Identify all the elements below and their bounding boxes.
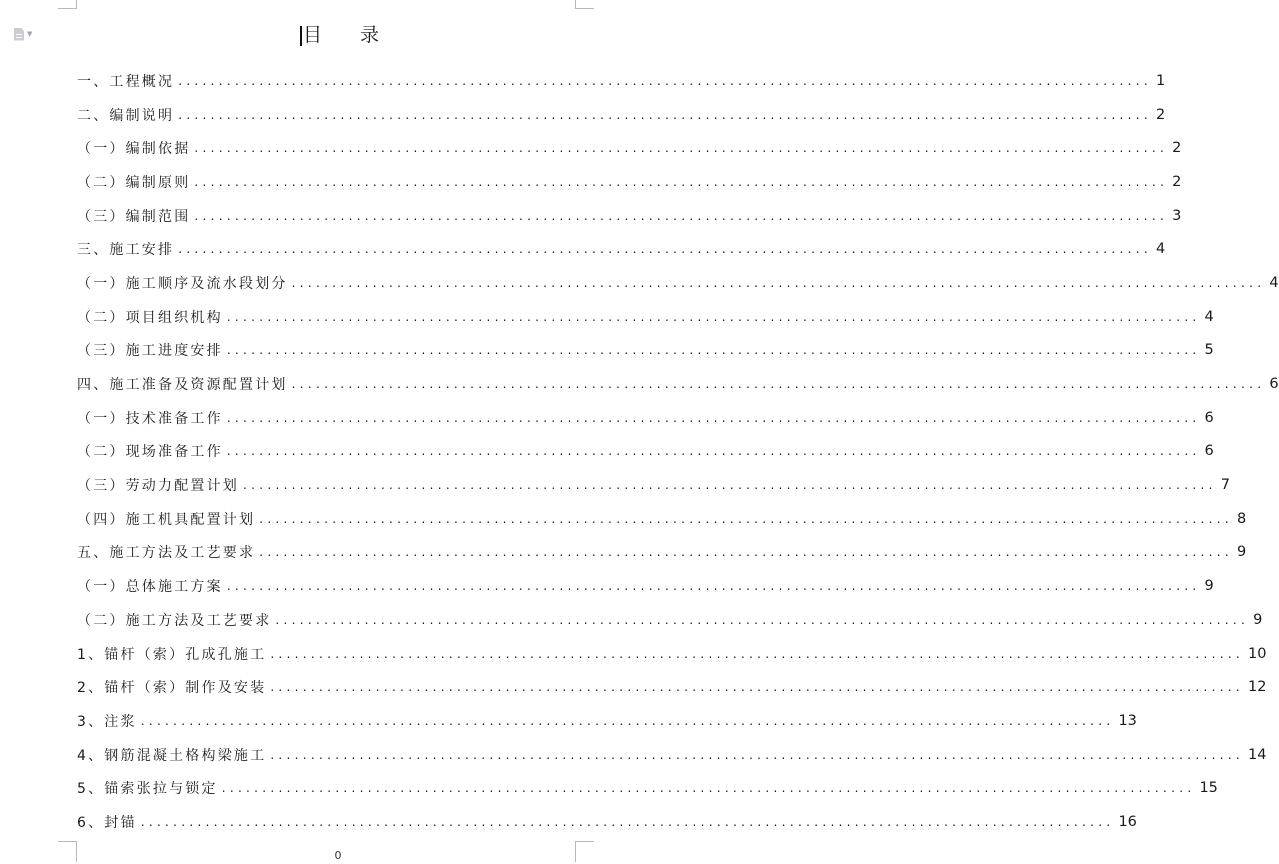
toc-entry[interactable] (77, 435, 1214, 469)
toc-entry-page: 2 (1172, 140, 1182, 157)
toc-entry-label: （一）总体施工方案 (77, 579, 223, 596)
toc-entry[interactable] (77, 401, 1214, 435)
toc-entry[interactable] (77, 569, 1214, 603)
toc-entry-page: 14 (1248, 746, 1267, 763)
toc-entry-page: 13 (1118, 712, 1137, 729)
toc-entry-page: 15 (1199, 780, 1218, 797)
toc-entry-label: （二）项目组织机构 (77, 309, 223, 326)
toc-entry[interactable] (77, 334, 1214, 368)
toc-entry-page: 8 (1236, 510, 1247, 527)
toc-entry[interactable] (77, 603, 1263, 637)
table-of-contents (77, 64, 1279, 839)
page-number: 0 (334, 849, 342, 862)
toc-entry[interactable] (77, 232, 1166, 266)
toc-entry-page: 4 (1269, 274, 1279, 291)
toc-entry[interactable] (77, 266, 1279, 300)
toc-entry-page: 5 (1204, 342, 1214, 359)
toc-dot-leader: ........................................................................................................................ (221, 781, 1196, 796)
toc-entry[interactable] (77, 64, 1166, 98)
toc-entry[interactable] (77, 165, 1182, 199)
toc-entry-label: 3、注浆 (77, 713, 137, 730)
toc-entry-label: （三）编制范围 (77, 208, 191, 225)
toc-entry-page: 6 (1269, 376, 1279, 393)
toc-entry-label: 四、施工准备及资源配置计划 (77, 377, 288, 394)
toc-dot-leader: ........................................................................................................................ (140, 814, 1115, 829)
toc-entry-label: （四）施工机具配置计划 (77, 511, 256, 528)
toc-entry-label: 1、锚杆（索）孔成孔施工 (77, 646, 267, 663)
toc-entry[interactable] (77, 131, 1182, 165)
toc-entry-page: 7 (1220, 477, 1230, 494)
toc-dot-leader: ........................................................................................................................ (178, 107, 1152, 122)
toc-dot-leader: ........................................................................................................................ (259, 545, 1233, 560)
toc-entry-page: 4 (1204, 308, 1214, 325)
toc-entry-label: （二）编制原则 (77, 174, 191, 191)
toc-entry-page: 9 (1236, 544, 1247, 561)
toc-entry-label: （三）劳动力配置计划 (77, 478, 239, 495)
toc-entry-label: （二）现场准备工作 (77, 444, 223, 461)
toc-dot-leader: ........................................................................................................................ (270, 646, 1245, 661)
toc-entry-label: 三、施工安排 (77, 242, 175, 259)
toc-entry-page: 2 (1155, 106, 1166, 123)
toc-entry-page: 9 (1253, 611, 1263, 628)
toc-dot-leader: ........................................................................................................................ (226, 579, 1201, 594)
toc-dot-leader: ........................................................................................................................ (140, 713, 1115, 728)
toc-entry[interactable] (77, 199, 1182, 233)
toc-entry-page: 6 (1204, 443, 1214, 460)
toc-dot-leader: ........................................................................................................................ (270, 680, 1245, 695)
toc-dot-leader: ........................................................................................................................ (275, 612, 1250, 627)
toc-entry-label: 二、编制说明 (77, 107, 175, 124)
toc-entry-label: 6、封锚 (77, 814, 137, 831)
toc-entry[interactable] (77, 738, 1267, 772)
toc-entry-page: 6 (1204, 409, 1214, 426)
toc-entry-page: 12 (1248, 679, 1267, 696)
toc-dot-leader: ........................................................................................................................ (226, 343, 1201, 358)
toc-dot-leader: ........................................................................................................................ (194, 208, 1169, 223)
toc-dot-leader: ........................................................................................................................ (291, 275, 1266, 290)
toc-entry[interactable] (77, 805, 1137, 839)
toc-entry-page: 1 (1155, 72, 1166, 89)
toc-dot-leader: ........................................................................................................................ (194, 174, 1169, 189)
toc-entry-label: 五、施工方法及工艺要求 (77, 545, 256, 562)
toc-dot-leader: ........................................................................................................................ (194, 141, 1169, 156)
toc-entry[interactable] (77, 670, 1267, 704)
chevron-down-icon: ▼ (27, 29, 33, 38)
toc-entry[interactable] (77, 536, 1247, 570)
toc-entry[interactable] (77, 704, 1137, 738)
toc-entry-page: 2 (1172, 173, 1182, 190)
title-char-1: 目 (303, 24, 323, 46)
toc-dot-leader: ........................................................................................................................ (226, 444, 1201, 459)
title-char-2: 录 (360, 24, 380, 46)
toc-dot-leader: ........................................................................................................................ (243, 478, 1217, 493)
toc-entry-page: 4 (1155, 241, 1166, 258)
toc-entry[interactable] (77, 468, 1230, 502)
toc-entry-label: 2、锚杆（索）制作及安装 (77, 680, 267, 697)
toc-entry-label: （一）技术准备工作 (77, 410, 223, 427)
toc-dot-leader: ........................................................................................................................ (178, 242, 1152, 257)
toc-entry-page: 9 (1204, 578, 1214, 595)
toc-entry[interactable] (77, 98, 1166, 132)
toc-entry[interactable] (77, 367, 1279, 401)
toc-entry-label: （三）施工进度安排 (77, 343, 223, 360)
toc-entry-label: （一）编制依据 (77, 141, 191, 158)
toc-entry-label: 一、工程概况 (77, 73, 175, 90)
toc-dot-leader: ........................................................................................................................ (178, 73, 1152, 88)
toc-dot-leader: ........................................................................................................................ (291, 377, 1266, 392)
toc-dot-leader: ........................................................................................................................ (226, 410, 1201, 425)
toc-dot-leader: ........................................................................................................................ (259, 511, 1233, 526)
toc-entry-label: 4、钢筋混凝土格构梁施工 (77, 747, 267, 764)
toc-entry-page: 3 (1172, 207, 1182, 224)
toc-entry[interactable] (77, 637, 1267, 671)
toc-entry[interactable] (77, 300, 1214, 334)
toc-entry[interactable] (77, 502, 1247, 536)
toc-entry-page: 10 (1248, 645, 1267, 662)
toc-entry-label: 5、锚索张拉与锁定 (77, 781, 218, 798)
page-corner-mark-top-right (575, 0, 594, 9)
toc-entry-label: （二）施工方法及工艺要求 (77, 612, 272, 629)
page-title (0, 22, 676, 48)
toc-entry-label: （一）施工顺序及流水段划分 (77, 275, 288, 292)
toc-dot-leader: ........................................................................................................................ (226, 309, 1201, 324)
page-corner-mark-top-left (58, 0, 77, 9)
toc-dot-leader: ........................................................................................................................ (270, 747, 1245, 762)
toc-entry-page: 16 (1118, 813, 1137, 830)
toc-entry[interactable] (77, 771, 1218, 805)
